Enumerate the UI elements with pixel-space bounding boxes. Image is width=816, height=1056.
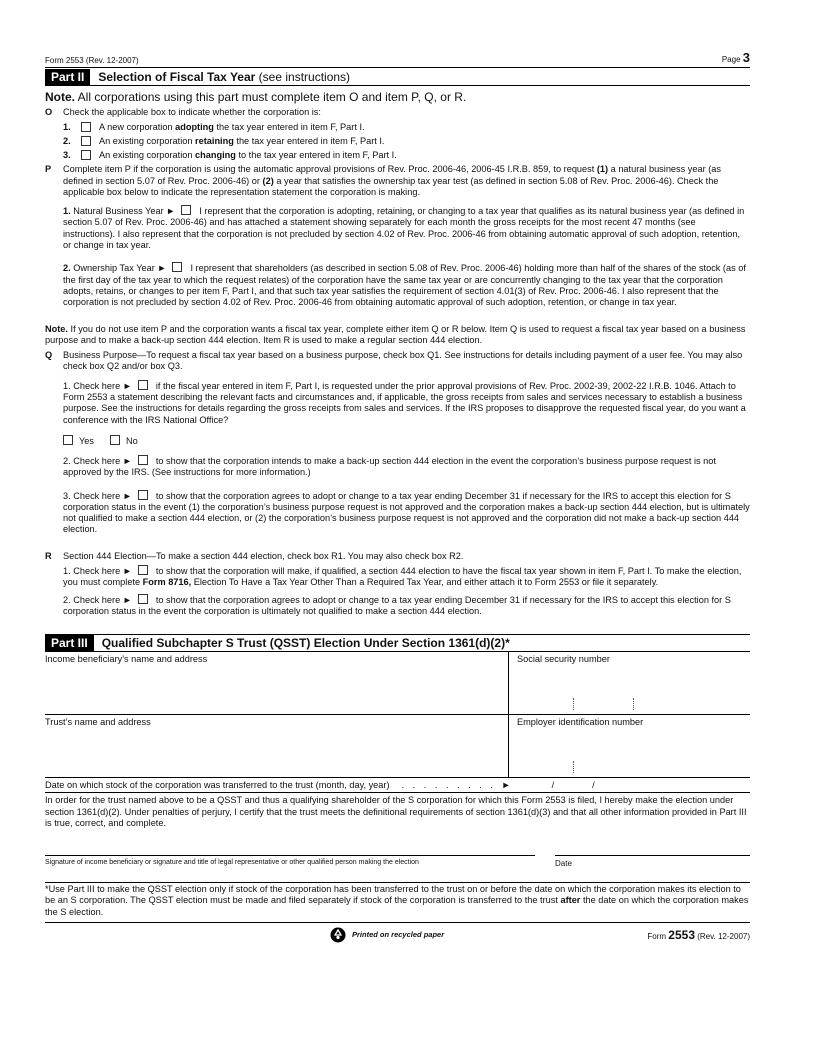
recycled-note: Printed on recycled paper	[330, 927, 444, 943]
part2-tag: Part II	[45, 69, 90, 85]
item-r1: 1. Check here ► to show that the corporation will make, if qualified, a section 444 election to have the fiscal tax year shown in item F, Part I. To make the election, you must complete Form 8716, Election To Have a Tax Year Other Than a Required Tax Year, and either attach it to Form 2553 or file it separately.	[63, 566, 742, 588]
qsst-statement: In order for the trust named above to be a QSST and thus a qualifying shareholder of the S corporation for which this Form 2553 is filed, I hereby make the election under section 1361(d)(2). Under penalties of perjury, I certify that the trust meets the definitional requirements of section 1361(d)(3) and that all other information provided in Part III is true, correct, and complete.	[45, 795, 747, 828]
footnote: *Use Part III to make the QSST election only if stock of the corporation has been transferred to the trust on or before the date on which the corporation makes its election to be an S corporation. The QSST election must be made and filed separately if stock of the corporation is transferred to the trust after the date on which the corporation makes the S election.	[45, 884, 749, 917]
ssn-field[interactable]: Social security number	[509, 652, 750, 714]
part2-note: Note. All corporations using this part must complete item O and item P, Q, or R.	[45, 90, 467, 104]
page-header	[45, 50, 750, 68]
recycle-icon	[330, 927, 346, 943]
note-q-r: Note. If you do not use item P and the corporation wants a fiscal tax year, complete either item Q or R below. Item Q is used to request a fiscal tax year based on a business purpose and to make a back-up section 444 election. Item R is used to make a regular section 444 election.	[45, 323, 746, 345]
form-id: Form 2553 (Rev. 12-2007)	[45, 56, 139, 65]
item-r: R Section 444 Election—To make a section 444 election, check box R1. You may also check box R2.	[45, 550, 464, 561]
no-checkbox[interactable]	[110, 435, 120, 445]
item-r2: 2. Check here ► to show that the corporation agrees to adopt or change to a tax year ending December 31 if necessary for the IRS to accept this election for S corporation status in the event the corporation is ultimately not qualified to make a section 444 election.	[63, 594, 731, 616]
beneficiary-field[interactable]: Income beneficiary’s name and address	[45, 652, 509, 714]
item-o-option-1: 1. A new corporation adopting the tax year entered in item F, Part I.	[63, 121, 365, 132]
part3-header	[45, 634, 750, 652]
q1-conference: Yes No	[63, 435, 750, 446]
item-q2: 2. Check here ► to show that the corporation intends to make a back-up section 444 election in the event the corporation’s business purpose request is not approved by the IRS. (See instructions for more information.)	[63, 455, 716, 478]
date-field[interactable]: Date	[555, 855, 750, 868]
o2-checkbox[interactable]	[81, 136, 91, 146]
transfer-date-row: Date on which stock of the corporation was transferred to the trust (month, day, year) . . . . . . . . . ► / /	[45, 778, 750, 793]
item-q3: 3. Check here ► to show that the corporation agrees to adopt or change to a tax year ending December 31 if necessary for the IRS to accept this election for S corporation status in the event (1) the corporation’s business purpose request is not approved and the corporation makes a back-up section 444 election, but is ultimately not qualified to make a section 444 election, or (2) the corporation’s business purpose request is not approved and the corporation did not make a back-up section 444 election.	[63, 490, 750, 535]
o3-checkbox[interactable]	[81, 150, 91, 160]
item-p: P Complete item P if the corporation is using the automatic approval provisions of Rev. Proc. 2006-46, 2006-45 I.R.B. 859, to request (1) a natural business year (as defined in section 5.07 of Rev. Proc. 2006-46) or (2) a year that satisfies the ownership tax year test (as defined in section 5.08 of Rev. Proc. 2006-46). Check the applicable box below to indicate the representation statement the corporation is making.	[45, 164, 721, 197]
form-page	[45, 50, 750, 943]
item-p1: 1. Natural Business Year ► I represent that the corporation is adopting, retaining, or changing to a tax year that qualifies as its natural business year (as defined in section 5.07 of Rev. Proc. 2006-46) and has attached a statement showing separately for each month the gross receipts for the most recent 47 months (see instructions). I also represent that the corporation is not precluded by section 4.02 of Rev. Proc. 2006-46 from obtaining automatic approval of such adoption, retention, or change in tax year.	[63, 206, 745, 251]
part3-title: Qualified Subchapter S Trust (QSST) Election Under Section 1361(d)(2)*	[101, 636, 510, 651]
q2-checkbox[interactable]	[138, 455, 148, 465]
part2-header	[45, 68, 750, 86]
signature-field[interactable]: Signature of income beneficiary or signature and title of legal representative or other qualified person making the election	[45, 855, 535, 868]
yes-checkbox[interactable]	[63, 435, 73, 445]
q1-checkbox[interactable]	[138, 380, 148, 390]
trust-field[interactable]: Trust’s name and address	[45, 715, 509, 777]
item-p2: 2. Ownership Tax Year ► I represent that shareholders (as described in section 5.08 of Rev. Proc. 2006-46) holding more than half of the shares of the stock (as of the first day of the tax year to which the request relates) of the corporation have the same tax year or are concurrently changing to the tax year that the corporation adopts, retains, or changes to per item F, Part I, and that such tax year satisfies the requirement of section 4.01(3) of Rev. Proc. 2006-46. I also represent that the corporation is not precluded by section 4.02 of Rev. Proc. 2006-46 from obtaining automatic approval of such adoption, retention, or change in tax year.	[63, 263, 746, 308]
p1-checkbox[interactable]	[181, 205, 191, 215]
q3-checkbox[interactable]	[138, 490, 148, 500]
o1-checkbox[interactable]	[81, 122, 91, 132]
trust-row	[45, 715, 750, 778]
footer-form-id: Form 2553 (Rev. 12-2007)	[647, 927, 750, 942]
item-o: O Check the applicable box to indicate whether the corporation is:	[45, 107, 321, 117]
part3-tag: Part III	[45, 635, 94, 651]
r2-checkbox[interactable]	[138, 594, 148, 604]
item-q: Q Business Purpose—To request a fiscal tax year based on a business purpose, check box Q1. See instructions for details including payment of a user fee. You may also check box Q2 and/or box Q3.	[45, 350, 743, 372]
r1-checkbox[interactable]	[138, 565, 148, 575]
p2-checkbox[interactable]	[172, 262, 182, 272]
page-footer	[45, 922, 750, 943]
item-q1: 1. Check here ► if the fiscal year entered in item F, Part I, is requested under the prior approval provisions of Rev. Proc. 2002-39, 2002-22 I.R.B. 1046. Attach to Form 2553 a statement describing the relevant facts and circumstances and, if applicable, the gross receipts from sales and services necessary to establish a business purpose. See the instructions for details regarding the gross receipts from sales and services. If the IRS proposes to disapprove the requested fiscal year, do you want a conference with the IRS National Office?	[63, 380, 746, 425]
item-o-option-3: 3. An existing corporation changing to the tax year entered in item F, Part I.	[63, 149, 397, 160]
item-o-option-2: 2. An existing corporation retaining the tax year entered in item F, Part I.	[63, 135, 385, 146]
ein-field[interactable]: Employer identification number	[509, 715, 750, 777]
beneficiary-row	[45, 652, 750, 715]
part2-title: Selection of Fiscal Tax Year (see instructions)	[98, 69, 351, 84]
signature-row	[45, 855, 750, 868]
page-number: Page 3	[721, 50, 750, 65]
